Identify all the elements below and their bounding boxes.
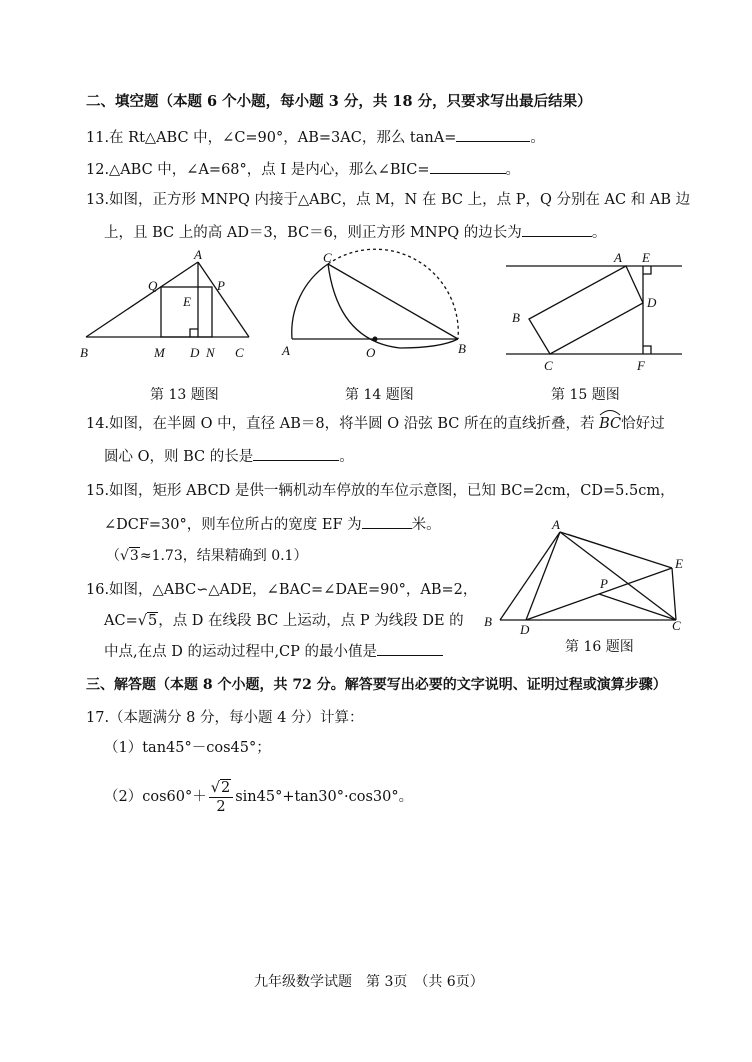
question-12-end: 。 bbox=[505, 162, 521, 178]
figure-16-caption: 第 16 题图 bbox=[565, 639, 634, 655]
fig13-label: E bbox=[183, 294, 191, 309]
question-14-end: 。 bbox=[339, 449, 354, 465]
question-14-text-a: 14.如图，在半圆 O 中，直径 AB＝8，将半圆 O 沿弦 BC 所在的直线折叠，若 bbox=[86, 416, 595, 432]
question-17-part-1: （1）tan45°－cos45°； bbox=[104, 740, 271, 756]
question-14-arc-label: BC bbox=[599, 416, 622, 432]
question-12-text: 12.△ABC 中，∠A=68°，点 I 是内心，那么∠BIC= bbox=[86, 162, 430, 178]
fig13-segment-ac bbox=[198, 262, 249, 337]
figure-13-caption: 第 13 题图 bbox=[150, 387, 219, 403]
fig14-semicircle-arc bbox=[292, 264, 328, 339]
question-15-text: ∠DCF=30°，则车位所占的宽度 EF 为 bbox=[104, 517, 362, 533]
fig14-label: O bbox=[366, 345, 376, 360]
question-16-text-a: AC= bbox=[104, 613, 138, 629]
fig16-label: A bbox=[552, 517, 560, 532]
fig16-label: P bbox=[600, 576, 608, 591]
answer-blank-14[interactable] bbox=[253, 446, 339, 461]
question-16-line-2: AC=√5，点 D 在线段 BC 上运动，点 P 为线段 DE 的 bbox=[104, 613, 464, 629]
question-15-line-1: 15.如图，矩形 ABCD 是供一辆机动车停放的车位示意图，已知 BC=2cm，CD=5.5cm， bbox=[86, 483, 675, 499]
fig16-segment-ac bbox=[560, 532, 676, 620]
fig13-label: M bbox=[154, 345, 165, 360]
fig13-label: C bbox=[235, 345, 244, 360]
fig14-center-point bbox=[373, 337, 378, 342]
fig16-auxiliary-line bbox=[568, 534, 672, 568]
question-17-part-2-b: sin45°+tan30°·cos30°。 bbox=[235, 789, 414, 805]
fig15-label: C bbox=[544, 358, 553, 373]
answer-blank-15[interactable] bbox=[362, 514, 412, 529]
fig14-label: A bbox=[282, 343, 290, 358]
fig13-label: B bbox=[80, 345, 88, 360]
question-15-note-post: ≈1.73，结果精确到 0.1） bbox=[139, 548, 308, 564]
fig15-label: E bbox=[642, 250, 650, 265]
question-12 bbox=[86, 159, 520, 180]
question-14-text-b: 恰好过 bbox=[621, 416, 665, 432]
figure-13 bbox=[74, 246, 260, 366]
question-14-text-c: 圆心 O，则 BC 的长是 bbox=[104, 449, 254, 465]
question-17-part-2-a: （2）cos60°＋ bbox=[104, 789, 207, 805]
question-13-line-1: 13.如图，正方形 MNPQ 内接于△ABC，点 M，N 在 BC 上，点 P，Q 分别在 AC 和 AB 边 bbox=[86, 192, 691, 208]
question-17-part-2 bbox=[104, 770, 413, 824]
fig15-right-angle-mark-f bbox=[643, 346, 651, 354]
question-13-line-2 bbox=[104, 222, 606, 243]
question-16-text-b: ，点 D 在线段 BC 上运动，点 P 为线段 DE 的 bbox=[158, 613, 464, 629]
answer-blank-11[interactable] bbox=[456, 127, 530, 142]
question-15-note-pre: （ bbox=[106, 548, 120, 564]
fig13-label: N bbox=[206, 345, 215, 360]
fig15-rectangle-abcd bbox=[529, 266, 643, 354]
answer-blank-16[interactable] bbox=[377, 641, 443, 656]
figure-16 bbox=[478, 516, 690, 634]
page-footer: 九年级数学试题 第 3页 （共 6页） bbox=[254, 974, 484, 990]
question-15-unit: 米。 bbox=[411, 517, 441, 533]
figure-14 bbox=[280, 246, 476, 366]
fig13-label: D bbox=[190, 345, 200, 360]
fig16-segment-pc bbox=[599, 594, 676, 620]
question-13-text: 上，且 BC 上的高 AD＝3，BC＝6，则正方形 MNPQ 的边长为 bbox=[104, 225, 522, 241]
question-14-arc-bc bbox=[599, 414, 621, 434]
fig14-folded-arc bbox=[328, 264, 458, 348]
fig14-semicircle-dashed-arc bbox=[328, 249, 458, 339]
fig16-label: E bbox=[675, 556, 683, 571]
fig15-label: B bbox=[512, 310, 520, 325]
fig13-segment-ab bbox=[86, 262, 198, 337]
question-11 bbox=[86, 127, 545, 148]
fig15-label: D bbox=[647, 295, 657, 310]
question-11-end: 。 bbox=[530, 130, 545, 146]
figure-15 bbox=[498, 246, 690, 374]
fig16-label: C bbox=[672, 618, 681, 633]
answer-blank-12[interactable] bbox=[430, 159, 506, 174]
question-15-note: （√3≈1.73，结果精确到 0.1） bbox=[106, 548, 308, 564]
fraction-numerator-value: 2 bbox=[220, 779, 231, 796]
question-13-end: 。 bbox=[591, 225, 607, 241]
fig16-segment-ab bbox=[500, 532, 560, 620]
section-3-title: 三、解答题（本题 8 个小题，共 72 分。解答要写出必要的文字说明、证明过程或演算步骤） bbox=[86, 677, 667, 693]
fig14-chord-bc bbox=[328, 264, 458, 339]
fig13-label: A bbox=[194, 247, 202, 262]
fraction-numerator: √2 bbox=[209, 779, 233, 798]
fig15-label: A bbox=[614, 250, 622, 265]
arc-mark-icon bbox=[599, 408, 621, 416]
fig13-label: Q bbox=[148, 278, 158, 293]
question-11-text: 11.在 Rt△ABC 中，∠C=90°，AB=3AC，那么 tanA= bbox=[86, 130, 457, 146]
fig14-label: C bbox=[323, 250, 332, 265]
question-15-note-sqrt: 3 bbox=[129, 548, 139, 564]
question-16-line-1: 16.如图，△ABC∽△ADE，∠BAC=∠DAE=90°，AB=2， bbox=[86, 582, 478, 598]
question-17-head: 17.（本题满分 8 分，每小题 4 分）计算： bbox=[86, 710, 364, 726]
fig14-label: B bbox=[458, 341, 466, 356]
question-14-line-1 bbox=[86, 414, 665, 434]
fraction-sqrt2-over-2 bbox=[209, 779, 233, 816]
question-16-line-3 bbox=[104, 641, 443, 662]
question-15-line-2 bbox=[104, 514, 441, 535]
answer-blank-13[interactable] bbox=[522, 222, 592, 237]
fraction-denominator: 2 bbox=[216, 798, 226, 815]
question-14-line-2 bbox=[104, 446, 354, 467]
fig16-label: B bbox=[484, 614, 492, 629]
figure-15-caption: 第 15 题图 bbox=[551, 387, 620, 403]
fig13-label: P bbox=[217, 278, 225, 293]
question-16-sqrt: 5 bbox=[147, 613, 158, 629]
fig15-label: F bbox=[637, 358, 645, 373]
question-16-text-c: 中点,在点 D 的运动过程中,CP 的最小值是 bbox=[104, 644, 378, 660]
fig13-right-angle-mark bbox=[190, 329, 198, 337]
fig16-segment-ec bbox=[672, 568, 676, 620]
section-2-title: 二、填空题（本题 6 个小题，每小题 3 分，共 18 分，只要求写出最后结果） bbox=[86, 93, 592, 110]
figure-14-caption: 第 14 题图 bbox=[345, 387, 414, 403]
fig16-label: D bbox=[520, 622, 530, 634]
fig15-right-angle-mark-e bbox=[643, 266, 651, 274]
fig16-segment-ad bbox=[526, 532, 560, 620]
